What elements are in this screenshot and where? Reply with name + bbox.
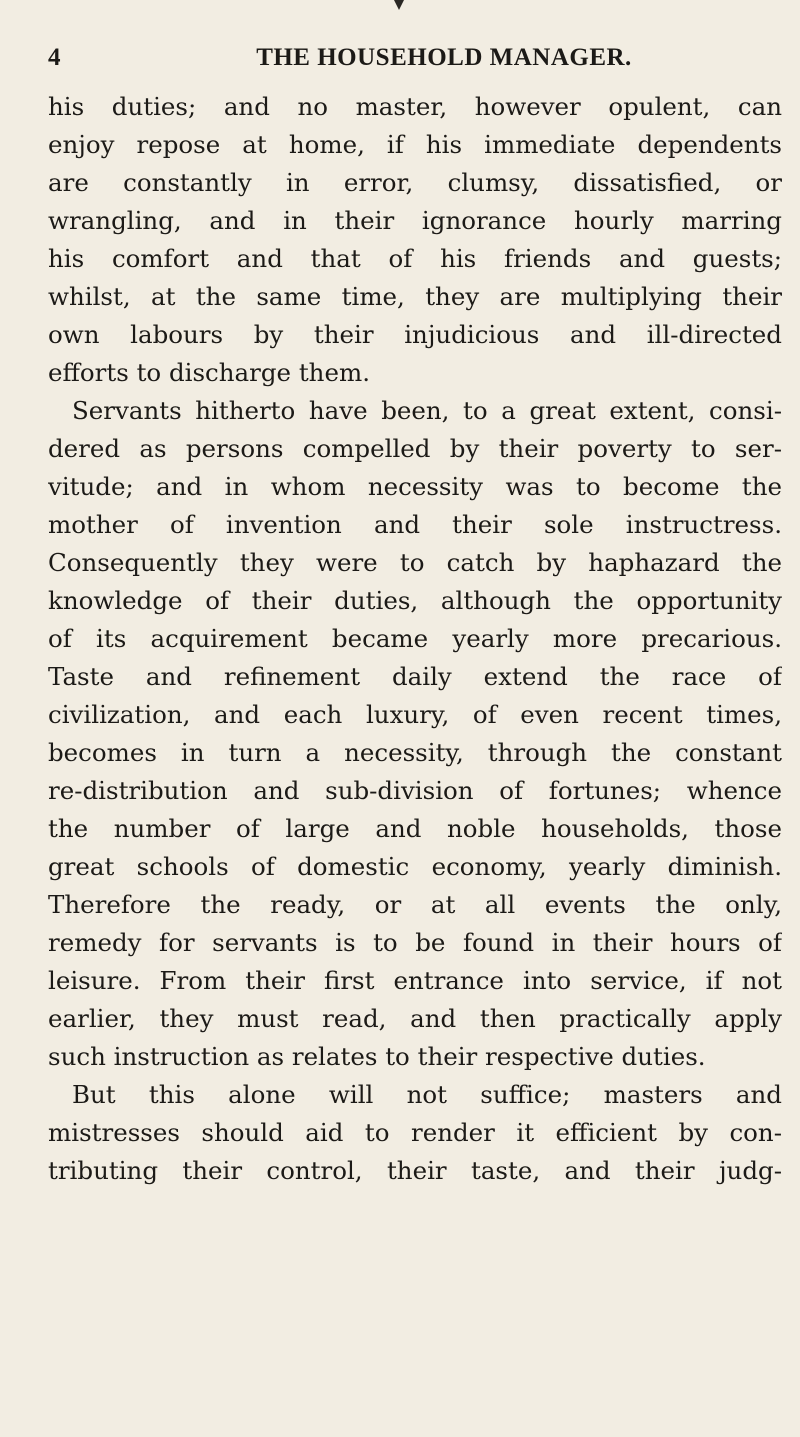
text-line: enjoy repose at home, if his immediate dependents <box>48 130 782 159</box>
text-line: his duties; and no master, however opulent, can <box>48 92 782 121</box>
text-line: tributing their control, their taste, and their judg- <box>48 1156 782 1185</box>
text-line: civilization, and each luxury, of even recent times, <box>48 700 782 729</box>
text-line: Therefore the ready, or at all events the only, <box>48 890 782 919</box>
text-line: own labours by their injudicious and ill-directed <box>48 320 782 349</box>
text-line: re-distribution and sub-division of fortunes; whence <box>48 776 782 805</box>
text-line: his comfort and that of his friends and guests; <box>48 244 782 273</box>
text-line: the number of large and noble households, those <box>48 814 782 843</box>
printer-mark <box>394 0 404 10</box>
text-line: great schools of domestic economy, yearly diminish. <box>48 852 782 881</box>
text-line: becomes in turn a necessity, through the constant <box>48 738 782 767</box>
text-line: Consequently they were to catch by haphazard the <box>48 548 782 577</box>
text-line: But this alone will not suffice; masters and <box>72 1080 782 1109</box>
text-line: leisure. From their first entrance into service, if not <box>48 966 782 995</box>
text-line: such instruction as relates to their respective duties. <box>48 1042 706 1071</box>
text-line: mistresses should aid to render it efficient by con- <box>48 1118 782 1147</box>
text-line: of its acquirement became yearly more precarious. <box>48 624 782 653</box>
text-line: mother of invention and their sole instructress. <box>48 510 782 539</box>
text-line: Taste and refinement daily extend the race of <box>48 662 782 691</box>
text-line: whilst, at the same time, they are multiplying their <box>48 282 782 311</box>
text-line: wrangling, and in their ignorance hourly marring <box>48 206 782 235</box>
page-header <box>48 44 782 84</box>
text-line: vitude; and in whom necessity was to become the <box>48 472 782 501</box>
text-line: efforts to discharge them. <box>48 358 370 387</box>
text-line: earlier, they must read, and then practically apply <box>48 1004 782 1033</box>
text-line: are constantly in error, clumsy, dissatisfied, or <box>48 168 782 197</box>
page-number: 4 <box>48 44 61 71</box>
text-line: knowledge of their duties, although the opportunity <box>48 586 782 615</box>
text-line: Servants hitherto have been, to a great extent, consi- <box>72 396 782 425</box>
text-line: remedy for servants is to be found in their hours of <box>48 928 782 957</box>
text-line: dered as persons compelled by their poverty to ser- <box>48 434 782 463</box>
body-text <box>48 88 782 1190</box>
running-title: THE HOUSEHOLD MANAGER. <box>256 44 632 71</box>
